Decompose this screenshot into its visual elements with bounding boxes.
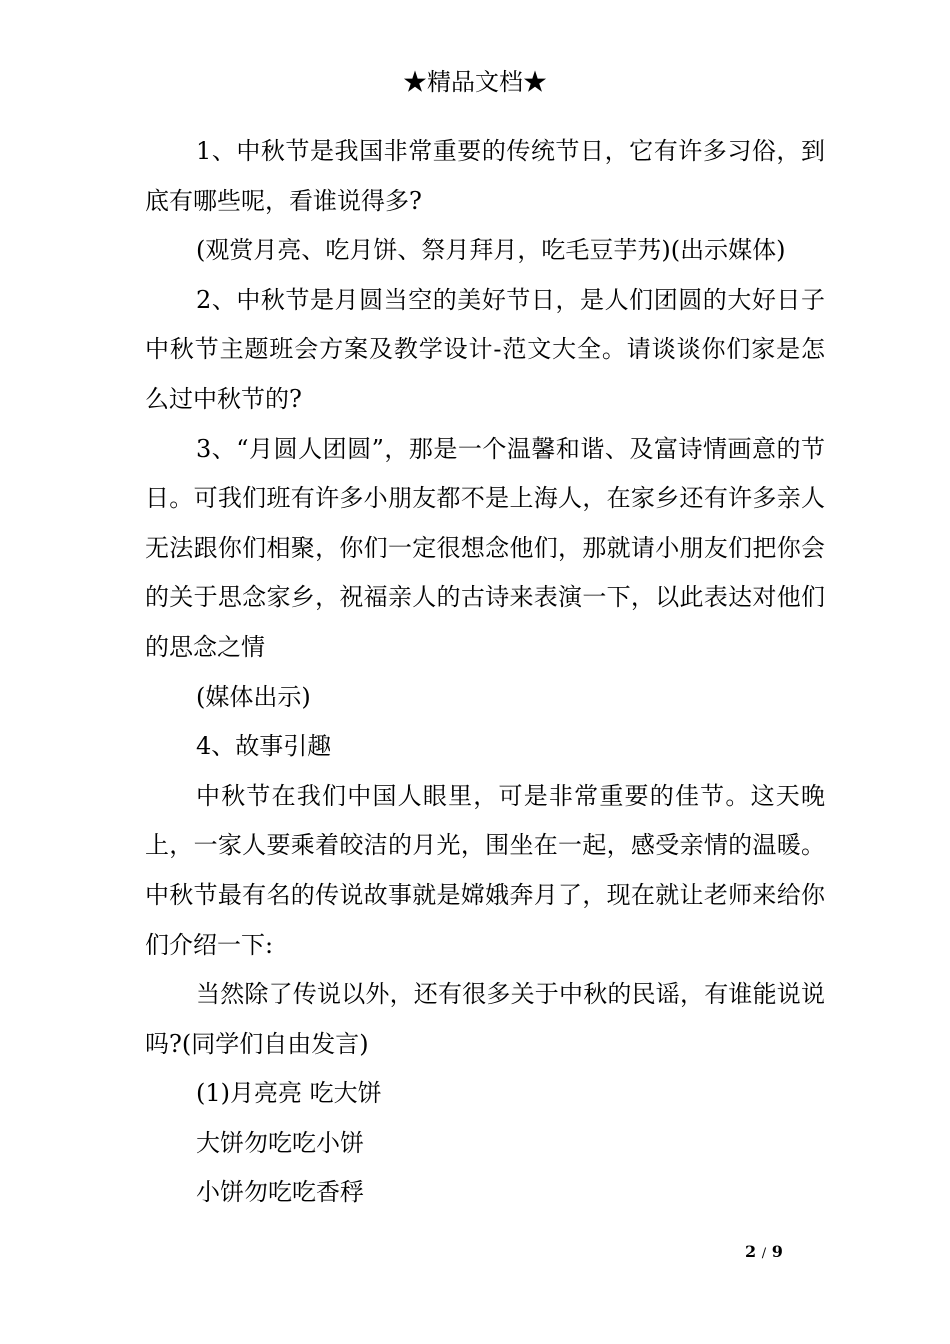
current-page: 2 [745, 1242, 757, 1261]
total-pages: 9 [771, 1242, 783, 1261]
paragraph-2: (观赏月亮、吃月饼、祭月拜月，吃毛豆芋艿)(出示媒体) [196, 236, 786, 265]
page-separator: / [761, 1246, 767, 1261]
page-number [745, 1240, 783, 1266]
paragraph-10: 大饼勿吃吃小饼 [196, 1128, 364, 1157]
document-header: ★精品文档★ [403, 68, 547, 96]
document-body [145, 127, 825, 1218]
paragraph-1: 1、中秋节是我国非常重要的传统节日，它有许多习俗，到底有哪些呢，看谁说得多? [145, 137, 825, 215]
paragraph-6: 4、故事引趣 [196, 732, 332, 761]
paragraph-8: 当然除了传说以外，还有很多关于中秋的民谣，有谁能说说吗?(同学们自由发言) [145, 980, 825, 1058]
paragraph-7: 中秋节在我们中国人眼里，可是非常重要的佳节。这天晚上，一家人要乘着皎洁的月光，围坐在一起，感受亲情的温暖。中秋节最有名的传说故事就是嫦娥奔月了，现在就让老师来给你们介绍一下: [145, 781, 825, 959]
paragraph-5: (媒体出示) [196, 682, 311, 711]
paragraph-9: (1)月亮亮 吃大饼 [196, 1079, 382, 1108]
paragraph-11: 小饼勿吃吃香稃 [196, 1178, 364, 1207]
paragraph-3: 2、中秋节是月圆当空的美好节日，是人们团圆的大好日子中秋节主题班会方案及教学设计-范文大全。请谈谈你们家是怎么过中秋节的? [145, 285, 825, 413]
paragraph-4: 3、“月圆人团圆”，那是一个温馨和谐、及富诗情画意的节日。可我们班有许多小朋友都不是上海人，在家乡还有许多亲人无法跟你们相聚，你们一定很想念他们，那就请小朋友们把你会的关于思念家乡，祝福亲人的古诗来表演一下，以此表达对他们的思念之情 [145, 434, 825, 661]
